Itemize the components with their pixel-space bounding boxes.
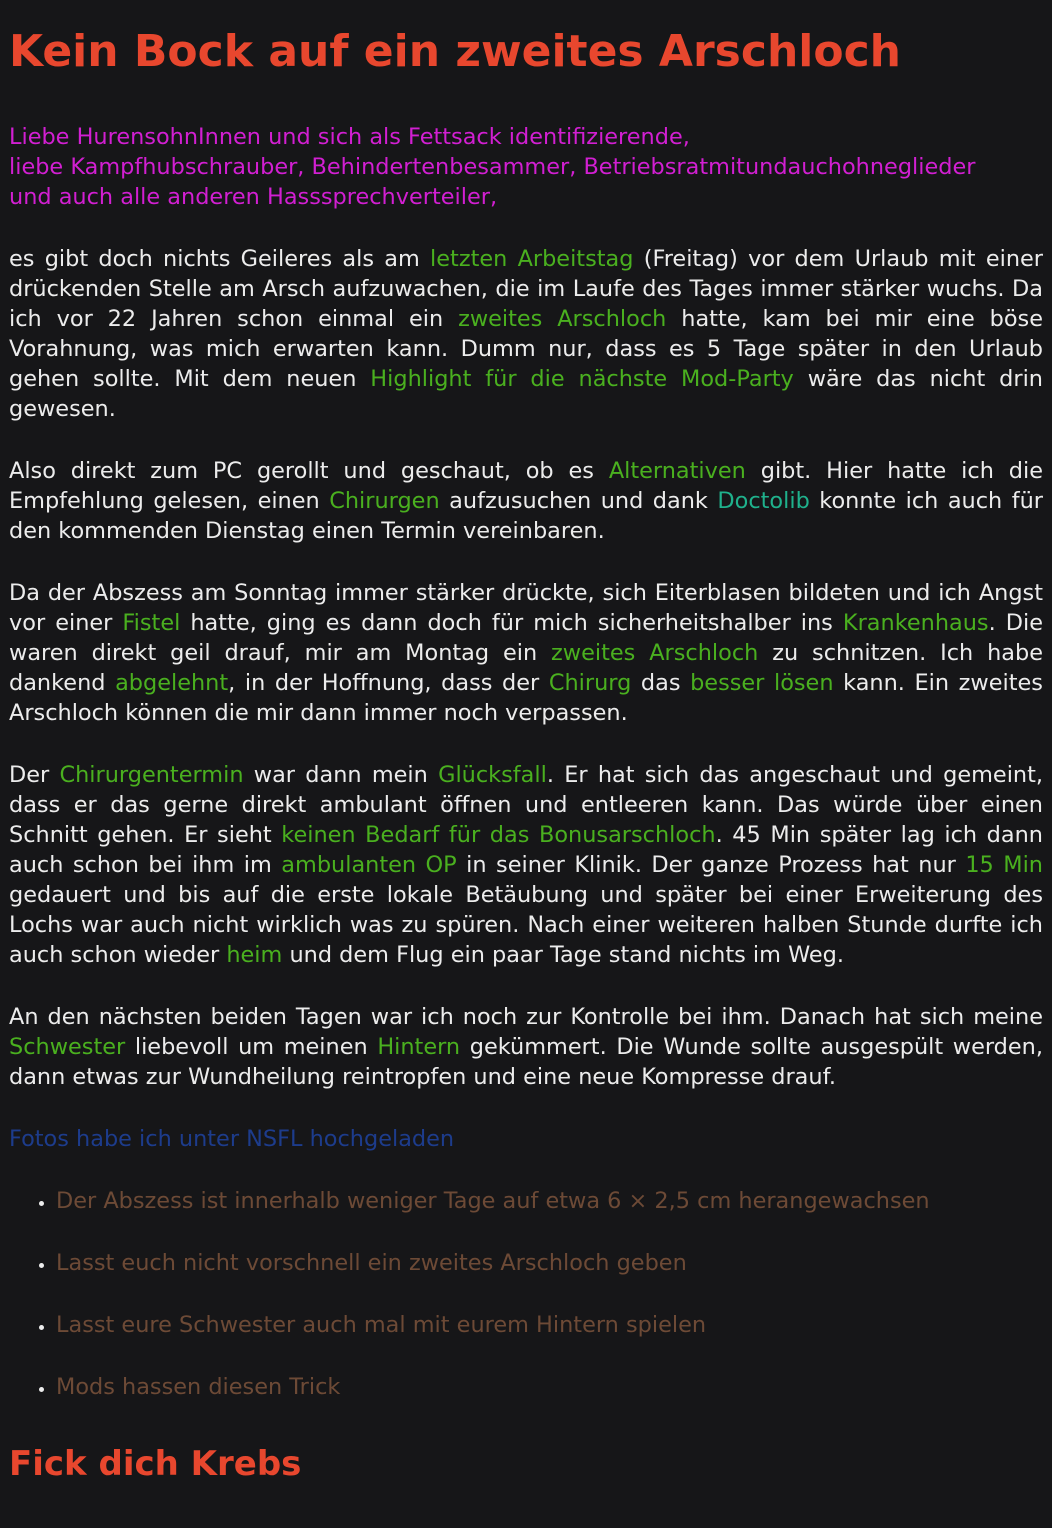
highlight-text: Chirurgen bbox=[329, 488, 440, 514]
paragraph-text: , in der Hoffnung, dass der bbox=[228, 670, 549, 696]
paragraph-text: das bbox=[631, 670, 691, 696]
paragraph-text: Da der Abszess am Sonntag immer stärker drückte, sich Eiterblasen bildeten und ich Angst vor einer bbox=[9, 580, 1043, 636]
highlight-text: Alternativen bbox=[608, 458, 746, 484]
highlight-text: zweites Arschloch bbox=[458, 306, 667, 332]
paragraph-3 bbox=[9, 578, 1043, 728]
paragraph-text: . Er hat sich das angeschaut und gemeint, dass er das gerne direkt ambulant öffnen und entleeren kann. Das würde über einen Schnitt gehen. Er sieht bbox=[9, 762, 1043, 848]
paragraph-text: Der bbox=[9, 762, 60, 788]
highlight-text: Highlight für die nächste Mod-Party bbox=[370, 366, 794, 392]
highlight-text: Chirurgentermin bbox=[59, 762, 244, 788]
highlight-text: keinen Bedarf für das Bonusarschloch bbox=[281, 822, 716, 848]
paragraph-text: und dem Flug ein paar Tage stand nichts im Weg. bbox=[282, 942, 845, 968]
paragraph-text: aufzusuchen und dank bbox=[439, 488, 718, 514]
highlight-text: abgelehnt bbox=[115, 670, 229, 696]
paragraph-text: gedauert und bis auf die erste lokale Betäubung und später bei einer Erweiterung des Lochs war auch nicht wirklich was zu spüren. Nach einer weiteren halben Stunde durfte ich auch schon wieder bbox=[9, 882, 1043, 968]
closing-heading: Fick dich Krebs bbox=[9, 1444, 302, 1484]
highlight-text: Doctolib bbox=[717, 488, 810, 514]
paragraph-text: zu schnitzen. Ich habe dankend bbox=[9, 640, 1043, 696]
paragraph-text: . Die waren direkt geil drauf, mir am Montag ein bbox=[9, 610, 1043, 666]
list-item: • Lasst euch nicht vorschnell ein zweites Arschloch geben bbox=[56, 1248, 1043, 1278]
highlight-text: ambulanten OP bbox=[281, 852, 457, 878]
list-item: • Lasst eure Schwester auch mal mit eurem Hintern spielen bbox=[56, 1310, 1043, 1340]
highlight-text: zweites Arschloch bbox=[551, 640, 759, 666]
paragraph-text: wäre das nicht drin gewesen. bbox=[9, 366, 1043, 422]
paragraph-text: (Freitag) vor dem Urlaub mit einer drückenden Stelle am Arsch aufzuwachen, die im Laufe des Tages immer stärker wuchs. Da ich vor 22 Jahren schon einmal ein bbox=[9, 246, 1043, 332]
paragraph-5 bbox=[9, 1002, 1043, 1092]
highlight-text: Glücksfall bbox=[438, 762, 547, 788]
paragraph-text: Also direkt zum PC gerollt und geschaut, ob es bbox=[9, 458, 609, 484]
paragraph-1 bbox=[9, 244, 1043, 424]
paragraph-text: hatte, ging es dann doch für mich sicherheitshalber ins bbox=[180, 610, 843, 636]
paragraph-text: war dann mein bbox=[243, 762, 439, 788]
paragraph-text: konnte ich auch für den kommenden Dienstag einen Termin vereinbaren. bbox=[9, 488, 1044, 544]
highlight-text: 15 Min bbox=[965, 852, 1044, 878]
greeting-line: und auch alle anderen Hasssprechverteiler, bbox=[9, 184, 498, 210]
paragraph-text: es gibt doch nichts Geileres als am bbox=[9, 246, 431, 272]
paragraph-4 bbox=[9, 760, 1043, 970]
paragraph-text: hatte, kam bei mir eine böse Vorahnung, was mich erwarten kann. Dumm nur, dass es 5 Tage später in den Urlaub gehen sollte. Mit dem neuen bbox=[9, 306, 1043, 392]
highlight-text: Chirurg bbox=[548, 670, 632, 696]
highlight-text: letzten Arbeitstag bbox=[430, 246, 634, 272]
paragraph-text: liebevoll um meinen bbox=[125, 1034, 378, 1060]
paragraph-text: . 45 Min später lag ich dann auch schon bei ihm im bbox=[9, 822, 1044, 878]
tips-list bbox=[9, 1186, 1043, 1402]
greeting-line: Liebe HurensohnInnen und sich als Fettsack identifizierende, bbox=[9, 124, 690, 150]
list-item: • Mods hassen diesen Trick bbox=[56, 1372, 1043, 1402]
highlight-text: Krankenhaus bbox=[842, 610, 989, 636]
paragraph-text: gibt. Hier hatte ich die Empfehlung gelesen, einen bbox=[9, 458, 1043, 514]
highlight-text: besser lösen bbox=[690, 670, 834, 696]
paragraph-text: gekümmert. Die Wunde sollte ausgespült werden, dann etwas zur Wundheilung reintropfen und eine neue Kompresse drauf. bbox=[9, 1034, 1043, 1090]
highlight-text: Hintern bbox=[377, 1034, 461, 1060]
paragraph-text: in seiner Klinik. Der ganze Prozess hat nur bbox=[456, 852, 966, 878]
post-title: Kein Bock auf ein zweites Arschloch bbox=[9, 26, 901, 77]
highlight-text: Schwester bbox=[9, 1034, 126, 1060]
highlight-text: heim bbox=[226, 942, 283, 968]
paragraph-text: kann. Ein zweites Arschloch können die mir dann immer noch verpassen. bbox=[9, 670, 1043, 726]
paragraph-text: An den nächsten beiden Tagen war ich noch zur Kontrolle bei ihm. Danach hat sich meine bbox=[9, 1004, 1043, 1030]
greeting-line: liebe Kampfhubschrauber, Behindertenbesammer, Betriebsratmitundauchohneglieder bbox=[9, 154, 976, 180]
list-item: • Der Abszess ist innerhalb weniger Tage auf etwa 6 × 2,5 cm herangewachsen bbox=[56, 1186, 1043, 1216]
highlight-text: Fistel bbox=[122, 610, 181, 636]
photos-note: Fotos habe ich unter NSFL hochgeladen bbox=[9, 1126, 455, 1152]
paragraph-2 bbox=[9, 456, 1043, 546]
greeting bbox=[9, 122, 1043, 212]
